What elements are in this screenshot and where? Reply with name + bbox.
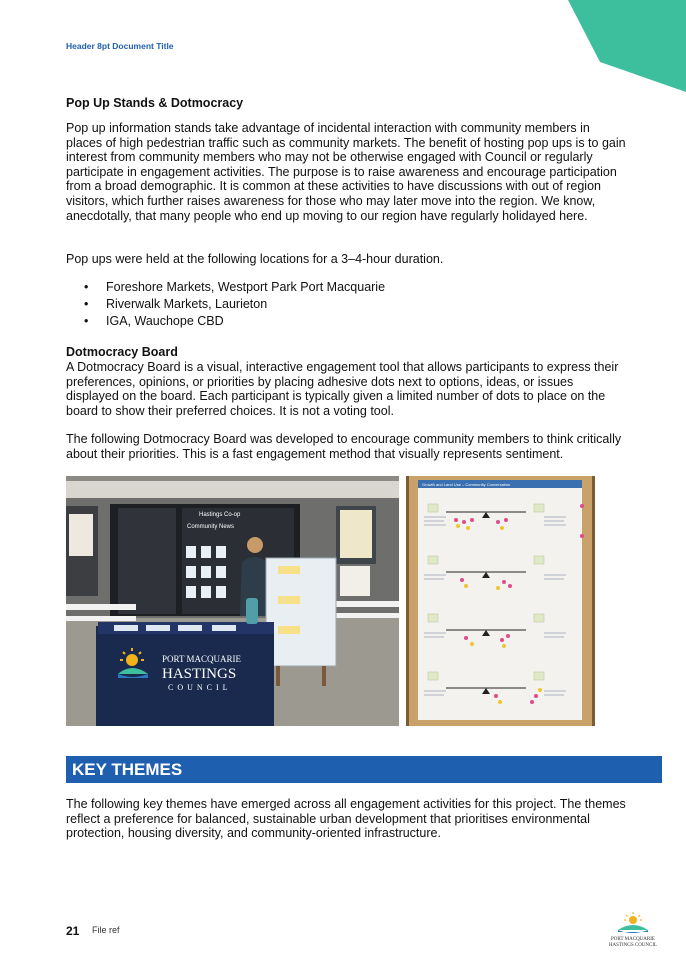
file-ref: File ref	[92, 925, 120, 935]
popup-paragraph: Pop up information stands take advantage of incidental interaction with community members in places of high pedestrian traffic such as community markets. The benefit of hosting pop ups is to gain interest from community members who may not be otherwise engaged with Council or regularly participate in engagement activities. The purpose is to raise awareness and encourage participation from a broad demographic. It is common at these activities to have discussions with out of region visitors, which further raises awareness for those who may later move into the region. We know, anecdotally, that many people who end up moving to our region have regularly holidayed here.	[66, 121, 626, 223]
shop-sign-2: Community News	[187, 524, 235, 530]
tablecloth-line3: COUNCIL	[168, 683, 232, 692]
tablecloth-line1: PORT MACQUARIE	[162, 654, 242, 664]
dotmocracy-heading: Dotmocracy Board	[66, 345, 178, 359]
section-popup-stands	[66, 96, 626, 223]
logo-line2: HASTINGS COUNCIL	[608, 943, 658, 948]
popup-stand-photo	[66, 476, 399, 726]
dotmocracy-board-photo	[406, 476, 595, 726]
key-themes-banner: KEY THEMES	[66, 756, 662, 783]
corner-teal-shape	[568, 0, 686, 92]
logo-line1: PORT MACQUARIE	[611, 937, 655, 942]
dotmocracy-board-paragraph: The following Dotmocracy Board was developed to encourage community members to think critically about their priorities. This is a fast engagement method that visually represents sentiment.	[66, 432, 622, 461]
popup-locations-intro: Pop ups were held at the following locations for a 3–4-hour duration.	[66, 252, 444, 266]
list-item: • IGA, Wauchope CBD	[66, 313, 385, 330]
locations-list	[66, 279, 385, 331]
council-logo	[608, 910, 658, 950]
key-themes-paragraph: The following key themes have emerged across all engagement activities for this project. The themes reflect a preference for balanced, sustainable urban development that prioritises environmental protection, housing diversity, and community-oriented infrastructure.	[66, 797, 626, 841]
board-title: Growth and Land Use – Community Conversation	[422, 482, 511, 487]
list-item: • Riverwalk Markets, Laurieton	[66, 296, 385, 313]
dotmocracy-paragraph: A Dotmocracy Board is a visual, interactive engagement tool that allows participants to express their preferences, opinions, or priorities by placing adhesive dots next to options, ideas, or issues displayed on the board. Each participant is typically given a limited number of dots to place on the board to show their preferred choices. It is not a voting tool.	[66, 360, 619, 418]
tablecloth-line2: HASTINGS	[162, 666, 237, 682]
key-themes-section	[66, 797, 626, 841]
list-item: • Foreshore Markets, Westport Park Port Macquarie	[66, 279, 385, 296]
shop-sign: Hastings Co-op	[199, 512, 241, 518]
header-document-title: Header 8pt Document Title	[66, 41, 174, 51]
section-heading: Pop Up Stands & Dotmocracy	[66, 96, 244, 110]
page-number: 21	[66, 924, 80, 938]
section-dotmocracy	[66, 345, 626, 462]
